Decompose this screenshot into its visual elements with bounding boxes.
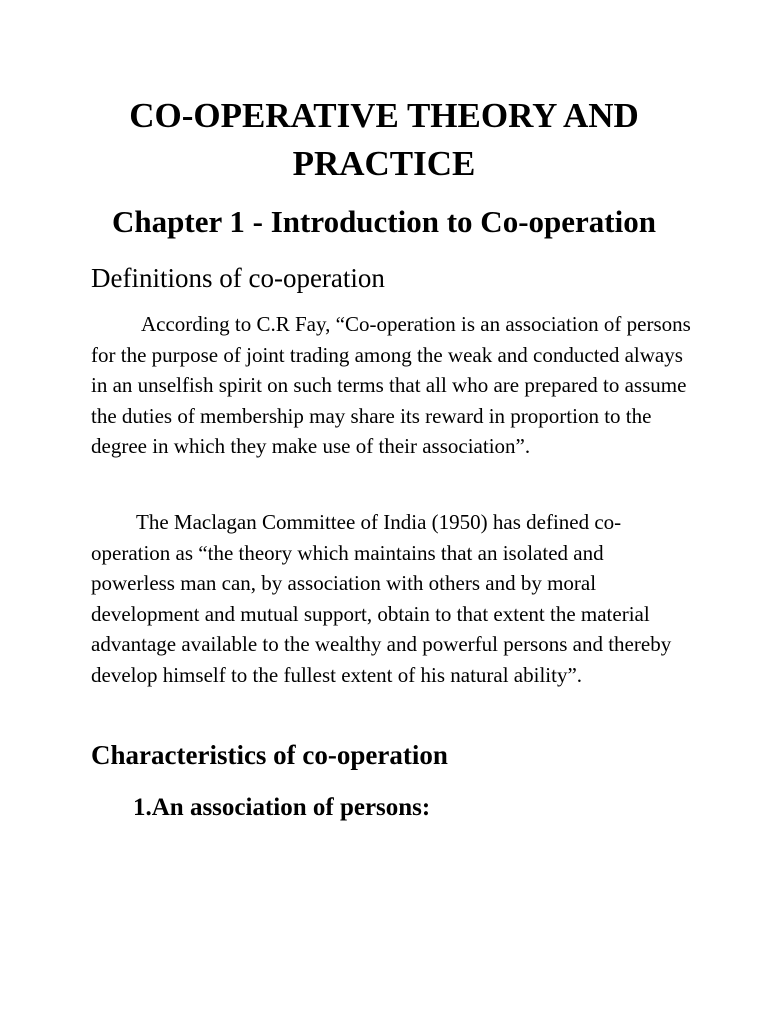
paragraph-maclagan-definition: The Maclagan Committee of India (1950) has defined co-operation as “the theory which maintains that an isolated and powerless man can, by association with others and by moral development and mutual support, obtain to that extent the material advantage available to the wealthy and powerful persons and thereby develop himself to the fullest extent of his natural ability”. [91,510,672,687]
paragraph-fay-definition: According to C.R Fay, “Co-operation is an association of persons for the purpose of joint trading among the weak and conducted always in an unselfish spirit on such terms that all who are prepared to assume the duties of membership may share its reward in proportion to the degree in which they make use of their association”. [91,312,691,459]
section-heading-characteristics: Characteristics of co-operation [91,740,448,770]
list-item-association: 1.An association of persons: [133,794,431,821]
chapter-heading: Chapter 1 - Introduction to Co-operation [112,204,656,239]
section-heading-definitions: Definitions of co-operation [91,263,385,293]
document-title: CO-OPERATIVE THEORY AND PRACTICE [129,96,639,183]
